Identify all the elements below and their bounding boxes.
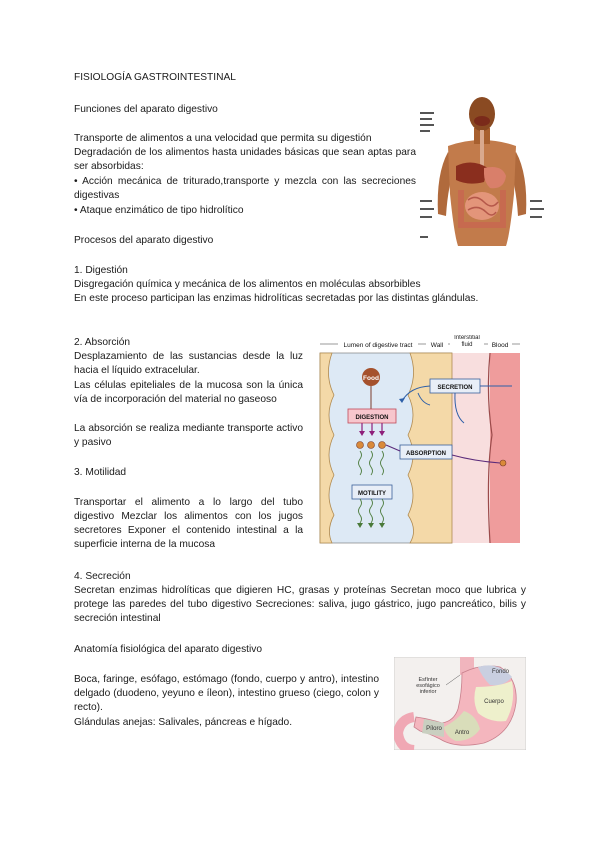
absorption-label: ABSORPTION: [405, 451, 447, 457]
stomach-svg: [394, 657, 526, 750]
antro-label: Antro: [454, 730, 470, 736]
document-title: FISIOLOGÍA GASTROINTESTINAL: [74, 72, 236, 83]
secrecion-heading: 4. Secreción: [74, 571, 131, 582]
cuerpo-label: Cuerpo: [484, 699, 504, 705]
column-wall-label: Wall: [430, 342, 444, 349]
funciones-heading: Funciones del aparato digestivo: [74, 104, 218, 115]
stomach-diagram: [394, 657, 526, 750]
procesos-heading: Procesos del aparato digestivo: [74, 235, 214, 246]
motilidad-text: Transportar el alimento a lo largo del tubo digestivo Mezclar los alimentos con los jugos secretores Exponer el contenido intestinal a la superficie interna de la mucosa: [74, 497, 303, 550]
anatomia-heading: Anatomía fisiológica del aparato digestivo: [74, 644, 263, 655]
absorcion-line-3: La absorción se realiza mediante transporte activo y pasivo: [74, 423, 303, 448]
digestive-system-body-figure: [418, 94, 546, 246]
absorcion-line-1: Desplazamiento de las sustancias desde la luz hacia el líquido extracelular.: [74, 351, 303, 376]
motility-label: MOTILITY: [358, 491, 386, 497]
food-label: Food: [363, 375, 379, 382]
processes-svg: [314, 335, 526, 547]
funciones-bullet-1: • Acción mecánica de triturado,transporte y mezcla con las secreciones digestivas: [74, 176, 416, 201]
piloro-label: Píloro: [426, 726, 442, 732]
body-illustration: [418, 94, 546, 246]
secrecion-text: Secretan enzimas hidrolíticas que digieren HC, grasas y proteínas Secretan moco que lubrica y protege las paredes del tubo digestivo Secreciones: saliva, jugo gástrico, jugo pancreático, bilis y secreción intestinal: [74, 585, 526, 624]
digestion-label: DIGESTION: [355, 415, 389, 421]
column-interstitial-label: Interstitial fluid: [454, 335, 480, 348]
column-lumen-label: Lumen of digestive tract: [343, 342, 413, 349]
absorcion-heading: 2. Absorción: [74, 337, 131, 348]
funciones-line-2: Degradación de los alimentos hasta unidades básicas que sean aptas para ser absorbidas:: [74, 147, 416, 172]
sphincter-label: Esfínter esofágico inferior: [416, 677, 440, 696]
absorcion-line-2: Las células epiteliales de la mucosa son la única vía de incorporación del material no gaseoso: [74, 380, 303, 405]
digestion-line-2: En este proceso participan las enzimas hidrolíticas secretadas por las distintas glándulas.: [74, 293, 479, 304]
anatomia-line-2: Glándulas anejas: Salivales, páncreas e hígado.: [74, 717, 293, 728]
motilidad-heading: 3. Motilidad: [74, 467, 127, 478]
secretion-label: SECRETION: [437, 385, 473, 391]
digestive-processes-diagram: [314, 335, 526, 547]
funciones-line-1: Transporte de alimentos a una velocidad que permita su digestión: [74, 133, 372, 144]
column-blood-label: Blood: [491, 342, 509, 349]
digestion-line-1: Disgregación química y mecánica de los alimentos en moléculas absorbibles: [74, 279, 421, 290]
digestion-heading: 1. Digestión: [74, 265, 128, 276]
fondo-label: Fondo: [492, 669, 510, 675]
funciones-bullet-2: • Ataque enzimático de tipo hidrolítico: [74, 205, 244, 216]
anatomia-line-1: Boca, faringe, esófago, estómago (fondo, cuerpo y antro), intestino delgado (duodeno, yeyuno e íleon), intestino grueso (ciego, colon y recto).: [74, 674, 379, 713]
blood-region: [490, 353, 520, 543]
